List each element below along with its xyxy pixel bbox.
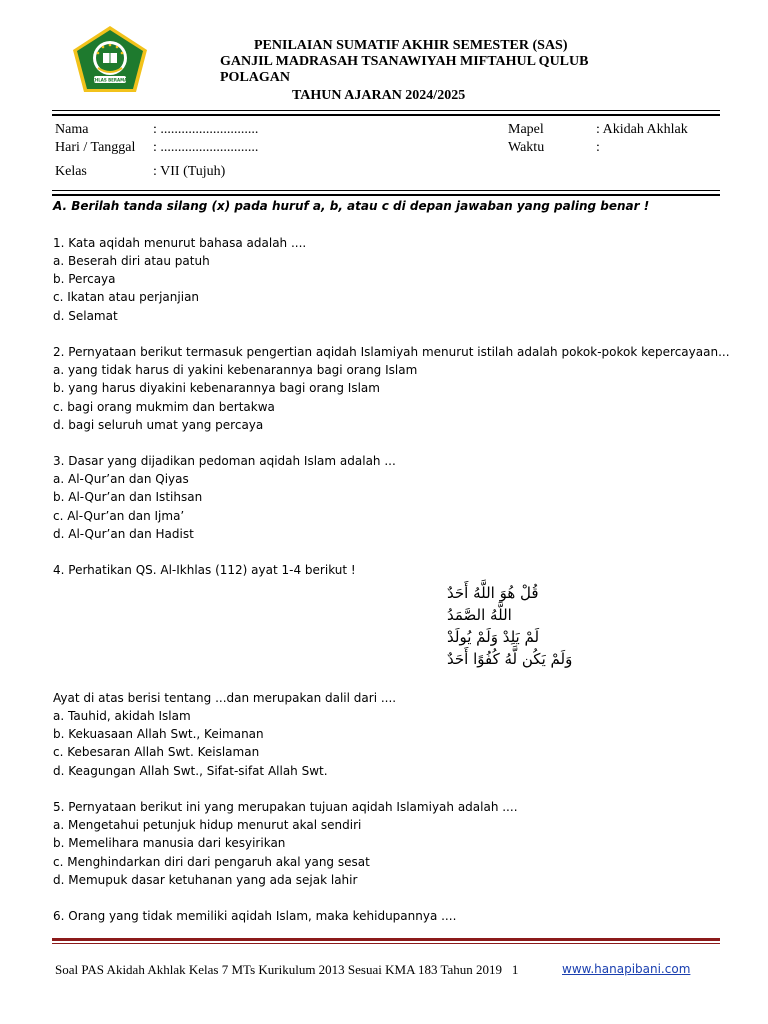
q1-option-b: b. Percaya bbox=[53, 272, 116, 286]
header-divider-bottom bbox=[52, 114, 720, 116]
nama-field[interactable]: : ............................ bbox=[153, 122, 259, 137]
ikhlas-verse-3: لَمْ يَلِدْ وَلَمْ يُولَدْ bbox=[447, 628, 540, 646]
instruction: A. Berilah tanda silang (x) pada huruf a, b, atau c di depan jawaban yang paling benar ! bbox=[53, 199, 650, 213]
mapel-value: : Akidah Akhlak bbox=[596, 122, 688, 137]
q1-option-c: c. Ikatan atau perjanjian bbox=[53, 290, 200, 304]
question-3: 3. Dasar yang dijadikan pedoman aqidah Islam adalah ... bbox=[53, 454, 396, 468]
page-number: 1 bbox=[511, 962, 519, 977]
q2-option-a: a. yang tidak harus di yakini kebenarannya bagi orang Islam bbox=[53, 363, 418, 377]
info-divider-bottom bbox=[52, 194, 720, 196]
school-location: POLAGAN bbox=[220, 70, 290, 85]
surah-al-ikhlas-verses bbox=[320, 580, 573, 672]
q5-option-c: c. Menghindarkan diri dari pengaruh akal yang sesat bbox=[53, 855, 370, 869]
question-4: 4. Perhatikan QS. Al-Ikhlas (112) ayat 1-4 berikut ! bbox=[53, 563, 356, 577]
footer-link[interactable]: www.hanapibani.com bbox=[562, 962, 691, 976]
q3-option-a: a. Al-Qur’an dan Qiyas bbox=[53, 472, 189, 486]
waktu-value: : bbox=[596, 140, 600, 155]
logo-text: IKHLAS BERAMAL bbox=[90, 77, 130, 83]
info-divider-top bbox=[52, 190, 720, 191]
footer-title: Soal PAS Akidah Akhlak Kelas 7 MTs Kurikulum 2013 Sesuai KMA 183 Tahun 2019 bbox=[55, 962, 503, 977]
q5-option-b: b. Memelihara manusia dari kesyirikan bbox=[53, 836, 286, 850]
kemenag-logo bbox=[70, 24, 150, 94]
academic-year: TAHUN AJARAN 2024/2025 bbox=[292, 88, 466, 103]
question-2: 2. Pernyataan berikut termasuk pengertian aqidah Islamiyah menurut istilah adalah pokok-pokok kepercayaan... bbox=[53, 345, 730, 359]
header-divider-top bbox=[52, 110, 720, 111]
question-5: 5. Pernyataan berikut ini yang merupakan tujuan aqidah Islamiyah adalah .... bbox=[53, 800, 518, 814]
q3-option-c: c. Al-Qur’an dan Ijma’ bbox=[53, 509, 185, 523]
q5-option-d: d. Memupuk dasar ketuhanan yang ada sejak lahir bbox=[53, 873, 358, 887]
kelas-label: Kelas bbox=[55, 164, 87, 179]
ikhlas-verse-4: وَلَمْ يَكُن لَّهُ كُفُوًا أَحَدٌ bbox=[447, 650, 573, 668]
tanggal-field[interactable]: : ............................ bbox=[153, 140, 259, 155]
ikhlas-verse-1: قُلْ هُوَ اللَّهُ أَحَدٌ bbox=[447, 584, 539, 602]
footer-divider-top bbox=[52, 938, 720, 941]
question-4-followup: Ayat di atas berisi tentang ...dan merupakan dalil dari .... bbox=[53, 691, 397, 705]
mapel-label: Mapel bbox=[508, 122, 544, 137]
question-6: 6. Orang yang tidak memiliki aqidah Islam, maka kehidupannya .... bbox=[53, 909, 457, 923]
q4-option-d: d. Keagungan Allah Swt., Sifat-sifat Allah Swt. bbox=[53, 764, 328, 778]
q2-option-d: d. bagi seluruh umat yang percaya bbox=[53, 418, 264, 432]
q5-option-a: a. Mengetahui petunjuk hidup menurut akal sendiri bbox=[53, 818, 362, 832]
nama-label: Nama bbox=[55, 122, 89, 137]
ikhlas-verse-2: اللَّهُ الصَّمَدُ bbox=[447, 606, 512, 624]
q4-option-b: b. Kekuasaan Allah Swt., Keimanan bbox=[53, 727, 264, 741]
footer-divider-bottom bbox=[52, 943, 720, 944]
q3-option-d: d. Al-Qur’an dan Hadist bbox=[53, 527, 194, 541]
q2-option-c: c. bagi orang mukmim dan bertakwa bbox=[53, 400, 275, 414]
q4-option-c: c. Kebesaran Allah Swt. Keislaman bbox=[53, 745, 260, 759]
q4-option-a: a. Tauhid, akidah Islam bbox=[53, 709, 191, 723]
tanggal-label: Hari / Tanggal bbox=[55, 140, 136, 155]
q1-option-a: a. Beserah diri atau patuh bbox=[53, 254, 210, 268]
waktu-label: Waktu bbox=[508, 140, 545, 155]
q1-option-d: d. Selamat bbox=[53, 309, 118, 323]
kelas-value: : VII (Tujuh) bbox=[153, 164, 226, 179]
footer-text bbox=[55, 962, 518, 978]
q3-option-b: b. Al-Qur’an dan Istihsan bbox=[53, 490, 203, 504]
question-1: 1. Kata aqidah menurut bahasa adalah .... bbox=[53, 236, 307, 250]
exam-subtitle: GANJIL MADRASAH TSANAWIYAH MIFTAHUL QULUB bbox=[220, 54, 589, 69]
exam-title: PENILAIAN SUMATIF AKHIR SEMESTER (SAS) bbox=[254, 38, 568, 53]
q2-option-b: b. yang harus diyakini kebenarannya bagi orang Islam bbox=[53, 381, 380, 395]
